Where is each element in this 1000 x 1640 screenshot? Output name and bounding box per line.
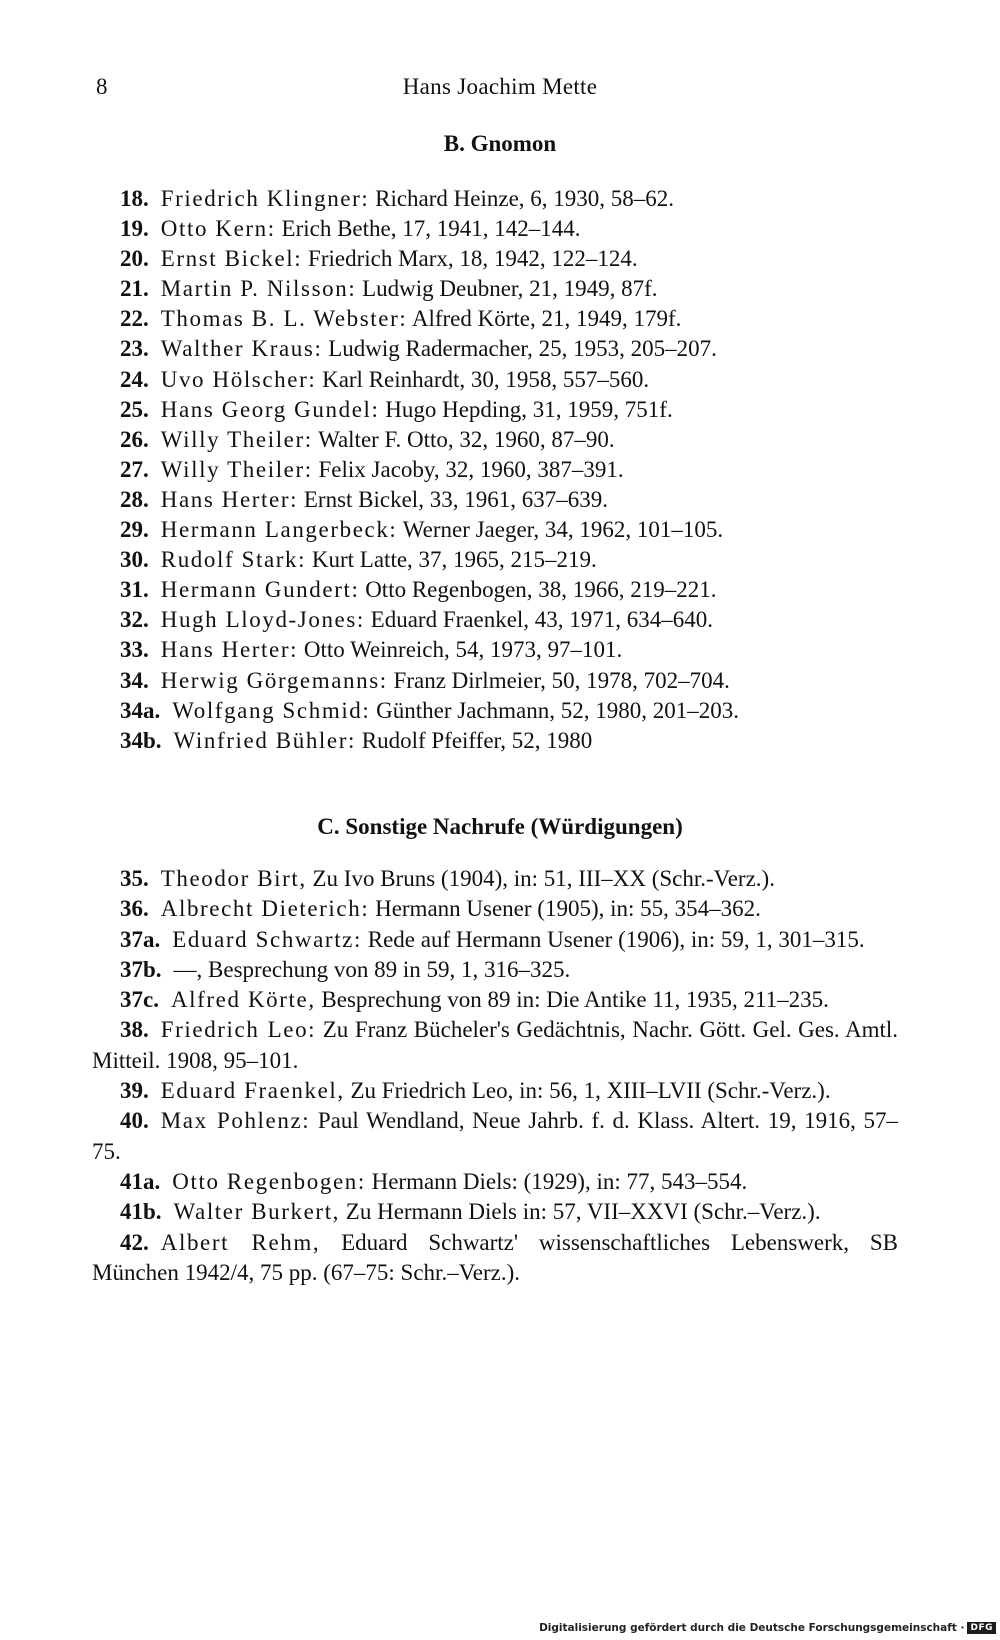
entry-author: Hugh Lloyd-Jones: [160,607,365,633]
section-title-sonstige-nachrufe: C. Sonstige Nachrufe (Würdigungen) [317,814,683,839]
entry-text: Ernst Bickel, 33, 1961, 637–639. [298,486,608,512]
entry-author: Winfried Bühler: [173,727,356,753]
entry-number: 27. [120,456,149,482]
entry-number: 40. [120,1108,149,1134]
entry-number: 25. [120,396,149,422]
entry-author: Hermann Langerbeck: [160,517,398,543]
entry-number: 23. [120,336,149,362]
entry-number: 34. [120,667,149,693]
entry-author: Wolfgang Schmid: [172,697,371,723]
entry-text: Zu Ivo Bruns (1904), in: 51, III–XX (Schr.-Verz.). [306,866,775,891]
entry-author: Otto Kern: [160,216,276,242]
bibliography-entry [120,304,900,334]
entry-text: Eduard Fraenkel, 43, 1971, 634–640. [364,607,714,633]
entry-text: Alfred Körte, 21, 1949, 179f. [407,306,682,332]
entry-author: Walther Kraus: [160,336,323,362]
bibliography-entry [120,605,900,635]
entry-number: 24. [120,366,149,392]
bibliography-entry [92,1228,898,1289]
entry-number: 20. [120,246,149,272]
bibliography-entry [92,955,898,985]
bibliography-entry [120,726,900,756]
section-title-gnomon: B. Gnomon [443,131,557,156]
entry-author: Martin P. Nilsson: [160,276,357,302]
entry-number: 37c. [120,987,159,1013]
entry-text: Kurt Latte, 37, 1965, 215–219. [306,547,597,573]
entry-number: 37a. [120,926,161,952]
entry-text: Hermann Usener (1905), in: 55, 354–362. [369,896,761,922]
entry-text: Franz Dirlmeier, 50, 1978, 702–704. [387,667,730,693]
entry-author: Friedrich Leo: [160,1017,317,1043]
page-number: 8 [96,74,108,99]
entry-text: Friedrich Marx, 18, 1942, 122–124. [302,246,638,272]
entry-author: Willy Theiler: [160,426,313,452]
digitization-credit [539,1622,996,1634]
bibliography-entry [92,1197,898,1227]
entry-text: —, Besprechung von 89 in 59, 1, 316–325. [173,956,571,982]
entry-number: 33. [120,637,149,663]
entry-number: 32. [120,607,149,633]
entry-text: Richard Heinze, 6, 1930, 58–62. [369,186,675,211]
bibliography-entry [120,515,900,545]
footer-text: Digitalisierung gefördert durch die Deutsche Forschungsgemeinschaft · [539,1622,965,1634]
bibliography-entry [120,575,900,605]
entry-author: Walter Burkert, [173,1199,341,1225]
bibliography-entry [92,1106,898,1167]
bibliography-entry [120,274,900,304]
entry-number: 18. [120,186,149,211]
entry-author: Hans Herter: [160,486,299,512]
entry-author: Friedrich Klingner: [160,186,370,211]
entry-text: Besprechung von 89 in: Die Antike 11, 1935, 211–235. [315,987,829,1013]
entry-author: Hans Georg Gundel: [160,396,380,422]
running-head: Hans Joachim Mette [402,74,598,99]
bibliography-entry [92,925,898,955]
entry-number: 37b. [120,956,162,982]
entry-text: Walter F. Otto, 32, 1960, 87–90. [312,426,615,452]
entry-text: Eduard Schwartz' wissenschaftliches Lebenswerk, SB München 1942/4, 75 pp. (67–75: Schr.–Verz.). [92,1229,898,1285]
entry-text: Paul Wendland, Neue Jahrb. f. d. Klass. Altert. 19, 1916, 57–75. [92,1108,898,1164]
entry-author: Theodor Birt, [160,866,307,891]
entry-text: Zu Franz Bücheler's Gedächtnis, Nachr. Gött. Gel. Ges. Amtl. Mitteil. 1908, 95–101. [92,1017,898,1073]
bibliography-entry [120,244,900,274]
bibliography-entry [120,485,900,515]
entry-text: Felix Jacoby, 32, 1960, 387–391. [312,456,624,482]
bibliography-entry [120,545,900,575]
bibliography-entry [120,696,900,726]
bibliography-entry [92,894,898,924]
bibliography-entry [120,395,900,425]
entry-text: Werner Jaeger, 34, 1962, 101–105. [397,517,724,543]
bibliography-entry [120,334,900,364]
entry-author: Albert Rehm, [160,1229,321,1255]
entry-text: Rudolf Pfeiffer, 52, 1980 [355,727,593,753]
entry-number: 31. [120,577,149,603]
bibliography-entry [120,635,900,665]
entry-number: 41a. [120,1168,161,1194]
entry-number: 29. [120,517,149,543]
bibliography-entry [92,1076,898,1106]
entry-author: Hermann Gundert: [160,577,360,603]
entry-text: Hermann Diels: (1929), in: 77, 543–554. [365,1168,748,1194]
entry-text: Hugo Hepding, 31, 1959, 751f. [379,396,673,422]
entry-text: Ludwig Deubner, 21, 1949, 87f. [356,276,658,302]
dfg-logo: DFG [967,1622,996,1634]
entry-number: 26. [120,426,149,452]
entry-author: Herwig Görgemanns: [160,667,388,693]
gnomon-entry-list [120,184,900,756]
bibliography-entry [120,455,900,485]
entry-number: 30. [120,547,149,573]
entry-text: Zu Friedrich Leo, in: 56, 1, XIII–LVII (Schr.-Verz.). [344,1078,831,1104]
entry-text: Otto Weinreich, 54, 1973, 97–101. [298,637,623,663]
bibliography-entry [92,985,898,1015]
entry-author: Uvo Hölscher: [160,366,317,392]
entry-text: Otto Regenbogen, 38, 1966, 219–221. [359,577,717,603]
entry-number: 35. [120,866,149,891]
entry-text: Zu Hermann Diels in: 57, VII–XXVI (Schr.–Verz.). [340,1199,821,1225]
bibliography-entry [120,425,900,455]
entry-number: 28. [120,486,149,512]
entry-number: 38. [120,1017,149,1043]
entry-number: 19. [120,216,149,242]
bibliography-entry [120,365,900,395]
entry-number: 22. [120,306,149,332]
bibliography-entry [120,184,900,214]
bibliography-entry [92,1015,898,1076]
bibliography-entry [120,214,900,244]
entry-number: 39. [120,1078,149,1104]
entry-text: Günther Jachmann, 52, 1980, 201–203. [370,697,739,723]
entry-number: 36. [120,896,149,922]
entry-author: Hans Herter: [160,637,299,663]
entry-author: Thomas B. L. Webster: [160,306,408,332]
entry-number: 34b. [120,727,162,753]
entry-text: Karl Reinhardt, 30, 1958, 557–560. [316,366,650,392]
other-obituaries-list [92,864,898,1288]
entry-number: 42. [120,1229,149,1255]
entry-author: Eduard Fraenkel, [160,1078,345,1104]
entry-author: Alfred Körte, [170,987,316,1013]
bibliography-entry [92,864,898,894]
entry-author: Otto Regenbogen: [172,1168,366,1194]
entry-number: 41b. [120,1199,162,1225]
entry-number: 34a. [120,697,161,723]
entry-text: Erich Bethe, 17, 1941, 142–144. [275,216,581,242]
entry-author: Willy Theiler: [160,456,313,482]
entry-author: Ernst Bickel: [160,246,303,272]
entry-author: Max Pohlenz: [160,1108,311,1134]
entry-author: Albrecht Dieterich: [160,896,370,922]
bibliography-entry [120,666,900,696]
bibliography-entry [92,1167,898,1197]
entry-text: Ludwig Radermacher, 25, 1953, 205–207. [322,336,717,362]
entry-text: Rede auf Hermann Usener (1906), in: 59, 1, 301–315. [361,926,865,952]
entry-number: 21. [120,276,149,302]
entry-author: Rudolf Stark: [160,547,307,573]
entry-author: Eduard Schwartz: [172,926,362,952]
